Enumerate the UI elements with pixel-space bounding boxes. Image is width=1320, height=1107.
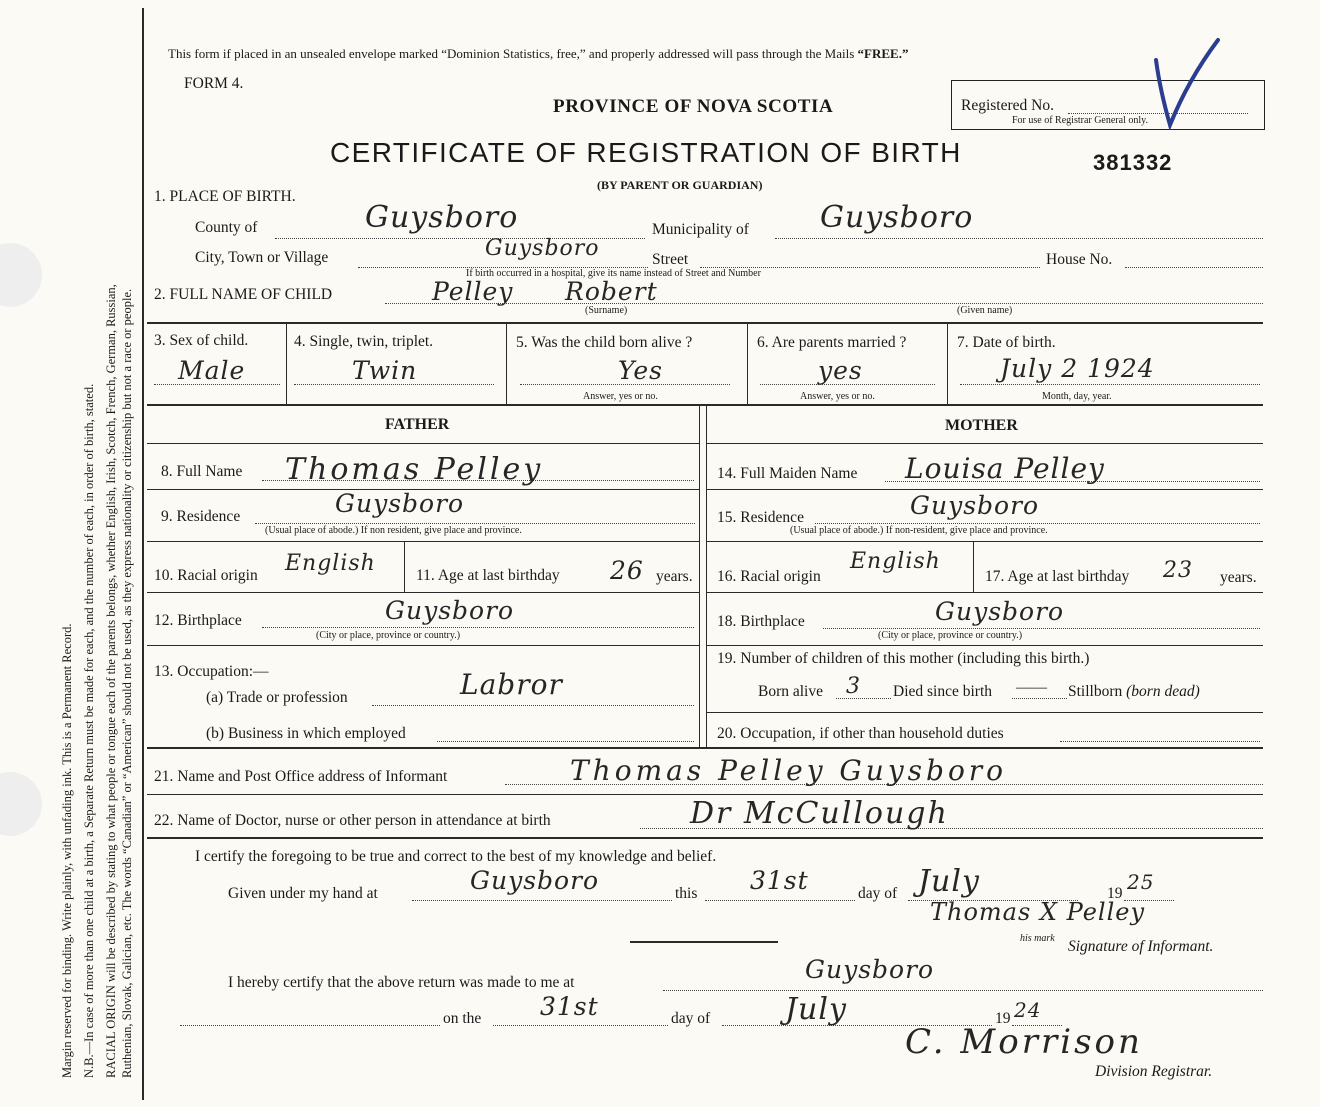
rule: [706, 592, 1263, 593]
father-residence-label: 9. Residence: [161, 508, 241, 525]
check-mark-icon: [1148, 30, 1228, 130]
born-alive-label: 5. Was the child born alive ?: [516, 334, 693, 351]
margin-rule: [142, 8, 144, 1100]
died-since-birth-label: Died since birth: [893, 683, 993, 700]
father-name-label: 8. Full Name: [161, 463, 243, 480]
col-divider: [973, 542, 974, 592]
mother-age-label: 17. Age at last birthday: [985, 568, 1130, 585]
mother-heading: MOTHER: [945, 417, 1018, 434]
county-label: County of: [195, 219, 258, 236]
mother-racial-label: 16. Racial origin: [717, 568, 821, 585]
parents-married-note: Answer, yes or no.: [800, 391, 875, 402]
rule: [147, 541, 699, 542]
col-divider: [404, 542, 405, 592]
city-value: Guysboro: [485, 236, 600, 261]
mother-name-label: 14. Full Maiden Name: [717, 465, 858, 482]
given-day-of-label: day of: [858, 885, 898, 902]
mother-racial-value: English: [850, 549, 941, 574]
child-given-name: Robert: [565, 277, 658, 306]
rule: [706, 541, 1263, 542]
mother-age-value: 23: [1163, 558, 1193, 583]
father-racial-value: English: [285, 551, 376, 576]
informant-label: 21. Name and Post Office address of Informant: [154, 768, 448, 785]
house-no-label: House No.: [1046, 251, 1113, 268]
trade-label: (a) Trade or profession: [206, 689, 348, 706]
registration-number: 381332: [1093, 150, 1173, 175]
father-birthplace-line: [262, 627, 694, 628]
given-year-prefix: 19: [1107, 885, 1123, 902]
child-name-line: [385, 303, 1263, 304]
mail-notice: This form if placed in an unsealed envelope marked “Dominion Statistics, free,” and properly addressed will pass through the Mails “FREE.”: [168, 46, 909, 61]
given-under-hand-label: Given under my hand at: [228, 885, 378, 902]
margin-note-3: RACIAL ORIGIN will be described by stating to what people or tongue each of the parents belongs, whether English, Irish, Scotch, French, German, Russian,: [104, 284, 118, 1078]
mother-birthplace-label: 18. Birthplace: [717, 613, 805, 630]
father-abode-note: (Usual place of abode.) If non resident, give place and province.: [265, 525, 522, 536]
father-racial-label: 10. Racial origin: [154, 567, 258, 584]
doctor-value: Dr McCullough: [690, 796, 949, 831]
parent-column-divider: [706, 406, 707, 747]
plurality-label: 4. Single, twin, triplet.: [294, 333, 434, 350]
father-age-label: 11. Age at last birthday: [416, 567, 560, 584]
dob-label: 7. Date of birth.: [957, 334, 1056, 351]
municipality-line: [775, 238, 1263, 239]
municipality-value: Guysboro: [820, 200, 974, 235]
dob-line: [960, 384, 1260, 385]
col-divider: [286, 324, 287, 404]
margin-note-2: N.B.—In case of more than one child at a birth, a Separate Return must be made for each, and the number of each, in order of birth, stated.: [82, 383, 96, 1078]
parents-married-label: 6. Are parents married ?: [757, 334, 907, 351]
given-year-value: 25: [1127, 870, 1155, 894]
father-birthplace-label: 12. Birthplace: [154, 612, 242, 629]
signature-of-informant-label: Signature of Informant.: [1068, 938, 1214, 955]
rule: [147, 592, 699, 593]
informant-value: Thomas Pelley Guysboro: [570, 754, 1008, 787]
rule: [147, 747, 1263, 749]
registrar-leading-line: [180, 1025, 440, 1026]
doctor-label: 22. Name of Doctor, nurse or other person in attendance at birth: [154, 812, 551, 829]
registrar-place-line: [663, 990, 1263, 991]
died-since-birth-line: [1012, 698, 1067, 699]
given-day-line: [705, 900, 855, 901]
registrar-year-value: 24: [1014, 998, 1042, 1022]
house-no-line: [1125, 267, 1263, 268]
registrar-day-value: 31st: [540, 992, 599, 1021]
born-alive-value: Yes: [618, 356, 663, 385]
father-years-label: years.: [656, 568, 693, 585]
sex-value: Male: [178, 356, 246, 385]
page-title: CERTIFICATE OF REGISTRATION OF BIRTH: [330, 137, 962, 168]
child-surname: Pelley: [432, 277, 514, 306]
given-month-value: July: [918, 864, 980, 899]
margin-note-4: Ruthenian, Slovak, Galician, etc. The words “Canadian” or “American” should not be used, as they express nationality or citizenship but not a race or people.: [120, 288, 134, 1078]
division-registrar-label: Division Registrar.: [1095, 1063, 1213, 1080]
mother-occupation-label: 20. Occupation, if other than household duties: [717, 725, 1004, 742]
mother-birthplace-value: Guysboro: [935, 597, 1065, 626]
punch-hole-bottom: [0, 772, 42, 836]
trade-value: Labror: [460, 668, 563, 701]
certify-statement: I certify the foregoing to be true and correct to the best of my knowledge and belief.: [195, 848, 717, 865]
registrar-signature: C. Morrison: [905, 1022, 1143, 1062]
punch-hole-top: [0, 243, 42, 307]
registrar-use-note: For use of Registrar General only.: [1012, 115, 1148, 126]
plurality-value: Twin: [352, 356, 418, 385]
registrar-day-line: [493, 1025, 668, 1026]
col-divider: [506, 324, 507, 404]
stillborn-label: Stillborn (born dead): [1068, 683, 1200, 700]
registrar-statement: I hereby certify that the above return was made to me at: [228, 974, 575, 991]
mother-residence-label: 15. Residence: [717, 509, 804, 526]
rule: [147, 443, 699, 444]
rule: [147, 837, 1263, 839]
trade-line: [372, 705, 694, 706]
rule: [706, 712, 1263, 713]
children-count-label: 19. Number of children of this mother (including this birth.): [717, 650, 1090, 667]
rule: [147, 794, 1263, 795]
given-place-value: Guysboro: [470, 866, 600, 895]
mother-birthplace-line: [823, 628, 1260, 629]
sex-label: 3. Sex of child.: [154, 332, 249, 349]
mother-birthplace-note: (City or place, province or country.): [878, 630, 1023, 641]
county-value: Guysboro: [365, 200, 519, 235]
rule: [706, 443, 1263, 444]
father-residence-value: Guysboro: [335, 489, 465, 518]
born-alive-count-value: 3: [846, 674, 861, 699]
margin-note-1: Margin reserved for binding. Write plainly, with unfading ink. This is a Permanent Record.: [60, 623, 74, 1078]
rule: [147, 404, 1263, 406]
parent-column-divider: [699, 406, 700, 747]
place-of-birth-label: 1. PLACE OF BIRTH.: [154, 188, 296, 205]
mother-residence-value: Guysboro: [910, 491, 1040, 520]
dob-note: Month, day, year.: [1042, 391, 1112, 402]
parents-married-value: yes: [818, 356, 863, 385]
father-heading: FATHER: [385, 416, 450, 433]
registrar-day-of-label: day of: [671, 1010, 711, 1027]
registrar-place-value: Guysboro: [805, 955, 935, 984]
given-day-value: 31st: [750, 866, 809, 895]
rule: [706, 489, 1263, 490]
divider-short: [630, 941, 778, 943]
mother-abode-note: (Usual place of abode.) If non-resident, give place and province.: [790, 525, 1048, 536]
died-since-birth-value: ——: [1016, 679, 1047, 696]
on-the-label: on the: [443, 1010, 482, 1027]
child-name-label: 2. FULL NAME OF CHILD: [154, 286, 333, 303]
street-label: Street: [652, 251, 689, 268]
father-age-value: 26: [610, 556, 644, 585]
col-divider: [747, 324, 748, 404]
mother-name-value: Louisa Pelley: [905, 452, 1105, 485]
city-label: City, Town or Village: [195, 249, 329, 266]
registered-no-label: Registered No.: [961, 97, 1054, 114]
rule: [147, 645, 699, 646]
business-label: (b) Business in which employed: [206, 725, 406, 742]
municipality-label: Municipality of: [652, 221, 749, 238]
his-mark-note: his mark: [1020, 933, 1055, 944]
registrar-month-value: July: [785, 992, 847, 1027]
mother-years-label: years.: [1220, 569, 1257, 586]
hospital-note: If birth occurred in a hospital, give its name instead of Street and Number: [466, 268, 761, 279]
surname-note: (Surname): [585, 305, 628, 316]
form-number: FORM 4.: [184, 75, 244, 92]
mother-residence-line: [815, 523, 1260, 524]
father-occupation-label: 13. Occupation:—: [154, 663, 269, 680]
born-alive-count-line: [836, 698, 891, 699]
given-place-line: [412, 900, 672, 901]
born-alive-note: Answer, yes or no.: [583, 391, 658, 402]
father-birthplace-value: Guysboro: [385, 596, 515, 625]
dob-value: July 2 1924: [1000, 354, 1155, 383]
registrar-year-prefix: 19: [995, 1010, 1011, 1027]
business-line: [437, 741, 694, 742]
father-name-value: Thomas Pelley: [285, 452, 544, 487]
informant-signature: Thomas X Pelley: [930, 898, 1146, 926]
born-alive-count-label: Born alive: [758, 683, 823, 700]
province-heading: PROVINCE OF NOVA SCOTIA: [553, 96, 834, 117]
col-divider: [947, 324, 948, 404]
mother-occupation-line: [1060, 741, 1260, 742]
rule: [147, 322, 1263, 324]
page-subtitle: (BY PARENT OR GUARDIAN): [597, 178, 763, 192]
father-residence-line: [255, 523, 695, 524]
given-name-note: (Given name): [957, 305, 1013, 316]
this-label: this: [675, 885, 698, 902]
rule: [706, 645, 1263, 646]
father-birthplace-note: (City or place, province or country.): [316, 630, 461, 641]
